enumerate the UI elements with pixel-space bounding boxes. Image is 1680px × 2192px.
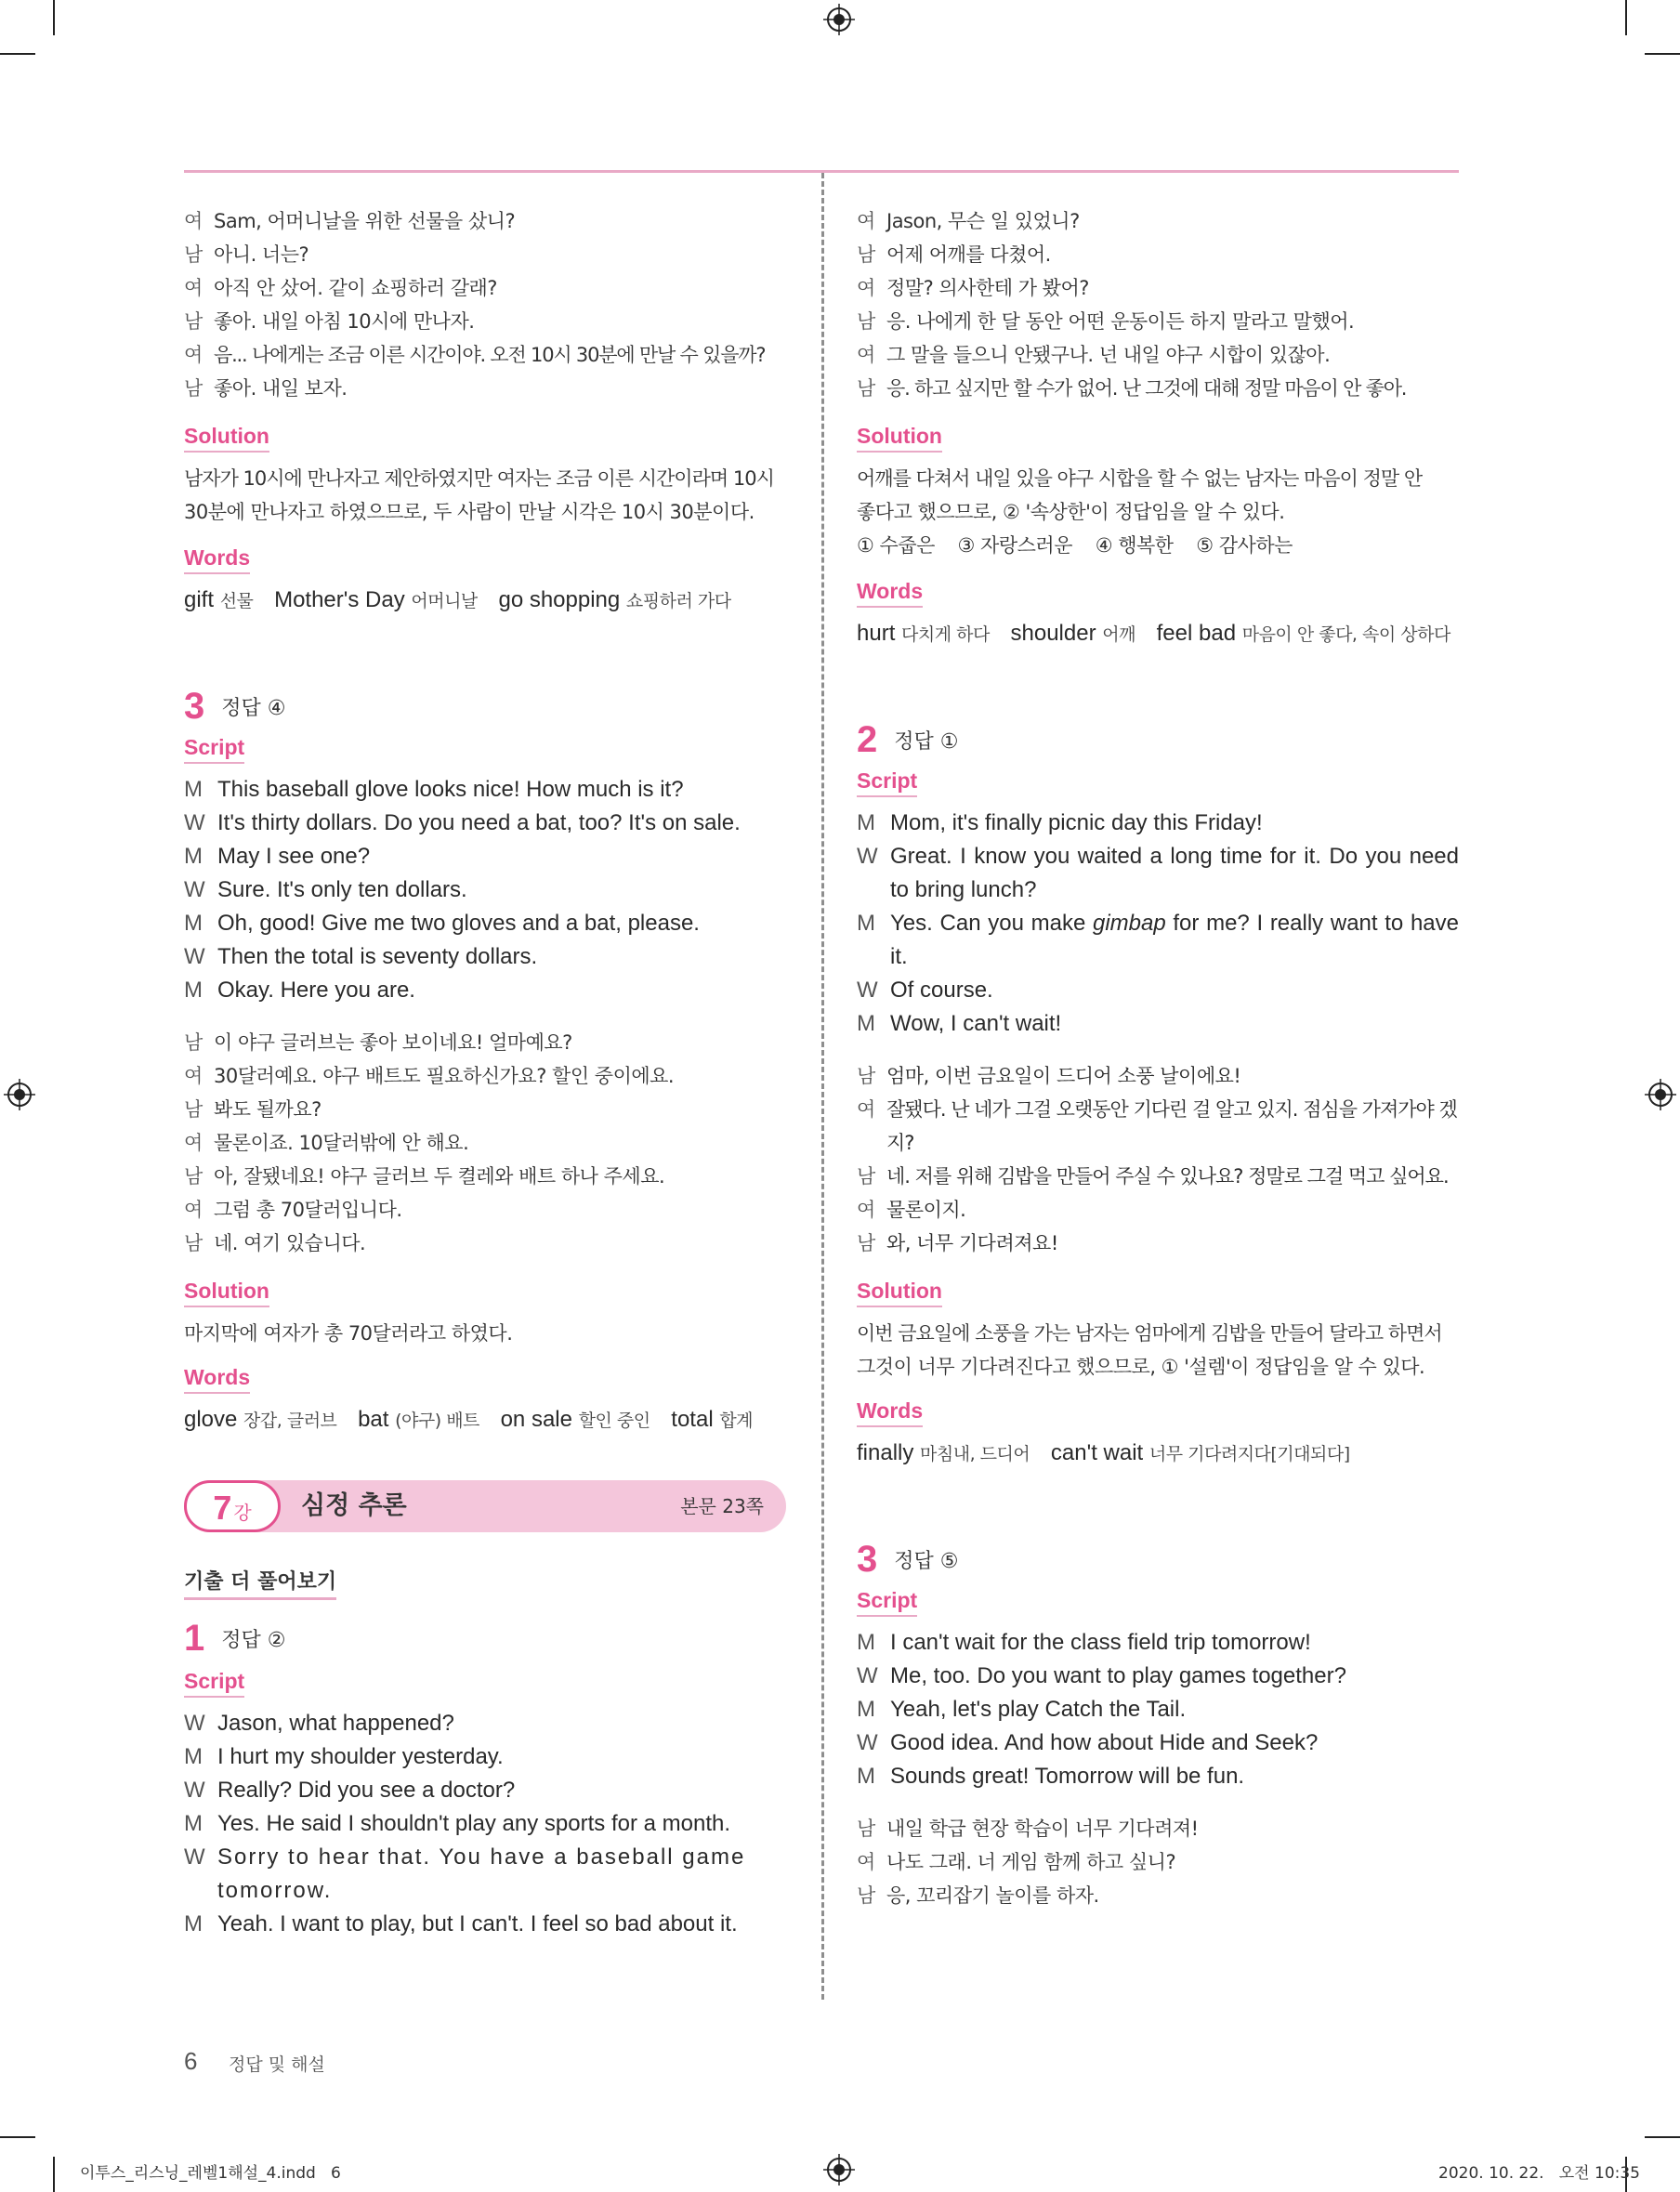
crop-mark-bottom-left-vertical [53,2157,55,2192]
words-list: gift 선물 Mother's Day 어머니날 go shopping 쇼핑하러 가다 [184,587,731,612]
dialogue-line: 남 좋아. 내일 아침 10시에 만나자. [184,310,475,333]
dialogue-line: 여 정말? 의사한테 가 봤어? [857,277,1089,299]
print-slug-timestamp: 2020. 10. 22. 오전 10:35 [1438,2164,1640,2183]
crop-mark-top-right-vertical [1625,0,1627,35]
solution-label: Solution [857,422,942,453]
korean-translation [857,1812,1459,1912]
crop-mark-bottom-left-horizontal [0,2136,35,2138]
translation-line: 남 응, 꼬리잡기 놀이를 하자. [857,1884,1099,1907]
crop-mark-top-left-vertical [53,0,55,35]
registration-mark-icon [823,2154,855,2185]
script-line: M Yeah, let's play Catch the Tail. [857,1697,1187,1722]
script-line: M Mom, it's finally picnic day this Friday! [857,810,1263,835]
page-number: 6 [184,2047,198,2075]
question-header [857,718,1459,761]
script-line: M Wow, I can't wait! [857,1011,1062,1036]
dialogue-line: 여 그 말을 들으니 안됐구나. 넌 내일 야구 시합이 있잖아. [857,344,1331,366]
answer-text: 정답 ⑤ [894,1549,959,1573]
question-number: 3 [184,686,205,727]
translation-line: 남 내일 학급 현장 학습이 너무 기다려져! [857,1818,1199,1840]
script-line: M This baseball glove looks nice! How much is it? [184,777,684,802]
translation-line: 여 나도 그래. 너 게임 함께 하고 싶니? [857,1851,1176,1873]
lesson-banner [184,1480,786,1532]
column-divider [821,173,824,2000]
translation-line: 남 아, 잘됐네요! 야구 글러브 두 켤레와 배트 하나 주세요. [184,1165,665,1188]
script-line: M Yes. Can you make gimbap for me? I really want to have it. [857,911,1459,969]
script-line: M I can't wait for the class field trip tomorrow! [857,1630,1311,1655]
print-slug-filename: 이투스_리스닝_레벨1해설_4.indd 6 [80,2164,341,2183]
solution-label: Solution [857,1277,942,1307]
question-header [857,1538,1459,1581]
question-number: 1 [184,1618,205,1659]
question-header [184,1617,786,1660]
translation-line: 여 잘됐다. 난 네가 그걸 오랫동안 기다린 걸 알고 있지. 점심을 가져가야 겠지? [857,1098,1457,1154]
script-label: Script [857,1586,917,1617]
script-line: W Of course. [857,978,993,1003]
question-number: 2 [857,719,878,760]
script-line: M Okay. Here you are. [184,978,415,1003]
registration-mark-icon [1645,1079,1676,1110]
words-label: Words [184,544,250,574]
registration-mark-icon [823,4,855,35]
script-line: W Really? Did you see a doctor? [184,1778,516,1803]
lesson-title: 심정 추론 [301,1491,407,1520]
right-column [857,204,1459,1912]
solution-text: 이번 금요일에 소풍을 가는 남자는 엄마에게 김밥을 만들어 달라고 하면서 그것이 너무 기다려진다고 했으므로, ① '설렘'이 정답임을 알 수 있다. [857,1322,1442,1378]
solution-label: Solution [184,422,269,453]
translation-line: 여 물론이죠. 10달러밖에 안 해요. [184,1132,469,1154]
script-dialogue [184,773,786,1007]
korean-translation [857,1059,1459,1260]
script-line: W Great. I know you waited a long time for it. Do you need to bring lunch? [857,844,1459,902]
script-line: W Sorry to hear that. You have a baseball game tomorrow. [184,1844,746,1903]
translation-line: 남 봐도 될까요? [184,1098,322,1121]
words-list: glove 장갑, 글러브 bat (야구) 배트 on sale 할인 중인 total 합계 [184,1407,754,1432]
dialogue-line: 남 응. 나에게 한 달 동안 어떤 운동이든 하지 말라고 말했어. [857,310,1355,333]
solution-text: 어깨를 다쳐서 내일 있을 야구 시합을 할 수 없는 남자는 마음이 정말 안 좋다고 했으므로, ② '속상한'이 정답임을 알 수 있다. ① 수줍은 ③ 자랑스러운 ④ 행복한 ⑤ 감사하는 [857,467,1423,557]
dialogue-line: 남 어제 어깨를 다쳤어. [857,243,1051,266]
script-line: W Me, too. Do you want to play games together? [857,1663,1346,1688]
dialogue-line: 여 Sam, 어머니날을 위한 선물을 샀니? [184,210,516,232]
words-label: Words [857,1397,923,1427]
script-line: W Then the total is seventy dollars. [184,944,538,969]
korean-dialogue [184,204,786,405]
korean-translation [184,1026,786,1260]
answer-text: 정답 ① [894,729,959,754]
translation-line: 남 네. 여기 있습니다. [184,1232,366,1254]
script-line: W Jason, what happened? [184,1711,454,1736]
script-line: M Yeah. I want to play, but I can't. I feel so bad about it. [184,1911,738,1936]
crop-mark-top-right-horizontal [1645,53,1680,55]
script-line: W Sure. It's only ten dollars. [184,877,467,902]
script-dialogue [857,1626,1459,1793]
words-label: Words [857,577,923,608]
dialogue-line: 여 아직 안 샀어. 같이 쇼핑하러 갈래? [184,277,497,299]
question-header [184,685,786,728]
korean-dialogue [857,204,1459,405]
crop-mark-top-left-horizontal [0,53,35,55]
script-line: M Yes. He said I shouldn't play any sports for a month. [184,1811,730,1836]
words-label: Words [184,1363,250,1394]
dialogue-line: 여 Jason, 무슨 일 있었니? [857,210,1080,232]
page-footer-label: 정답 및 해설 [229,2054,325,2075]
lesson-number-badge: 7 강 [184,1480,281,1532]
script-dialogue [184,1707,786,1941]
translation-line: 여 그럼 총 70달러입니다. [184,1199,402,1221]
registration-mark-icon [4,1079,35,1110]
script-label: Script [184,733,244,764]
script-line: W It's thirty dollars. Do you need a bat, too? It's on sale. [184,810,741,835]
dialogue-line: 남 응. 하고 싶지만 할 수가 없어. 난 그것에 대해 정말 마음이 안 좋아. [857,377,1407,400]
script-line: W Good idea. And how about Hide and Seek? [857,1730,1319,1755]
solution-label: Solution [184,1277,269,1307]
translation-line: 여 물론이지. [857,1199,966,1221]
script-label: Script [184,1667,244,1698]
words-list: hurt 다치게 하다 shoulder 어깨 feel bad 마음이 안 좋다, 속이 상하다 [857,621,1450,646]
dialogue-line: 여 음... 나에게는 조금 이른 시간이야. 오전 10시 30분에 만날 수 있을까? [184,344,766,366]
translation-line: 남 엄마, 이번 금요일이 드디어 소풍 날이에요! [857,1065,1241,1087]
solution-text: 마지막에 여자가 총 70달러라고 하였다. [184,1322,513,1345]
script-line: M Oh, good! Give me two gloves and a bat, please. [184,911,700,936]
solution-text: 남자가 10시에 만나자고 제안하였지만 여자는 조금 이른 시간이라며 10시 30분에 만나자고 하였으므로, 두 사람이 만날 시각은 10시 30분이다. [184,467,774,523]
practice-heading: 기출 더 풀어보기 [184,1566,336,1600]
script-dialogue [857,807,1459,1041]
dialogue-line: 남 아니. 너는? [184,243,309,266]
answer-text: 정답 ② [221,1628,286,1652]
translation-line: 여 30달러예요. 야구 배트도 필요하신가요? 할인 중이에요. [184,1065,675,1087]
translation-line: 남 와, 너무 기다려져요! [857,1232,1058,1254]
lesson-page-ref: 본문 23쪽 [680,1495,764,1517]
left-column [184,204,786,1941]
translation-line: 남 네. 저를 위해 김밥을 만들어 주실 수 있나요? 정말로 그걸 먹고 싶어요. [857,1165,1449,1188]
script-line: M May I see one? [184,844,371,869]
crop-mark-bottom-right-horizontal [1645,2136,1680,2138]
words-list: finally 마침내, 드디어 can't wait 너무 기다려지다[기대되다] [857,1440,1350,1465]
question-number: 3 [857,1539,878,1580]
dialogue-line: 남 좋아. 내일 보자. [184,377,348,400]
script-line: M I hurt my shoulder yesterday. [184,1744,504,1769]
script-label: Script [857,767,917,797]
script-line: M Sounds great! Tomorrow will be fun. [857,1764,1245,1789]
translation-line: 남 이 야구 글러브는 좋아 보이네요! 얼마예요? [184,1031,572,1054]
answer-text: 정답 ④ [221,696,286,720]
